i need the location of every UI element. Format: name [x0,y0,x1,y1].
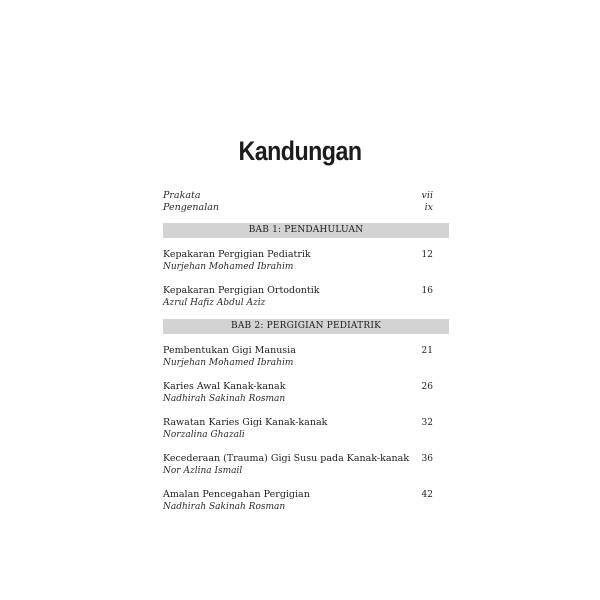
toc-entry [163,453,433,477]
chapter-author: Nadhirah Sakinah Rosman [163,394,286,404]
front-matter-page: ix [424,202,433,213]
chapter-author: Nurjehan Mohamed Ibrahim [163,358,294,368]
toc-entry [163,285,433,309]
toc-entry [163,249,433,273]
chapter-page-number: 21 [421,346,433,356]
chapter-title: Rawatan Karies Gigi Kanak-kanak [163,417,328,428]
chapter-title: Kecederaan (Trauma) Gigi Susu pada Kanak-kanak [163,453,410,464]
chapter-author: Nadhirah Sakinah Rosman [163,502,286,512]
chapter-author: Azrul Hafiz Abdul Aziz [163,298,266,308]
chapter-title: Amalan Pencegahan Pergigian [163,489,310,500]
chapter-page-number: 32 [421,418,433,428]
section-heading-bab-1: BAB 1: PENDAHULUAN [163,223,449,238]
chapter-title: Karies Awal Kanak-kanak [163,381,286,392]
chapter-page-number: 16 [421,286,433,296]
toc-entry [163,417,433,441]
section-heading-bab-2: BAB 2: PERGIGIAN PEDIATRIK [163,319,449,334]
chapter-title: Kepakaran Pergigian Ortodontik [163,285,320,296]
chapter-author: Norzalina Ghazali [163,430,245,440]
chapter-title: Pembentukan Gigi Manusia [163,345,296,356]
chapter-title: Kepakaran Pergigian Pediatrik [163,249,311,260]
chapter-page-number: 36 [421,454,433,464]
chapter-author: Nor Azlina Ismail [163,466,243,476]
chapter-page-number: 42 [421,490,433,500]
toc-entry [163,345,433,369]
page-title: Kandungan [238,136,362,166]
front-matter-label: Prakata [163,190,201,201]
chapter-author: Nurjehan Mohamed Ibrahim [163,262,294,272]
chapter-page-number: 12 [421,250,433,260]
front-matter-item-preface [163,190,433,201]
front-matter-item-introduction [163,202,433,213]
front-matter-label: Pengenalan [163,202,220,213]
toc-entry [163,489,433,513]
front-matter-page: vii [421,190,433,201]
toc-entry [163,381,433,405]
chapter-page-number: 26 [421,382,433,392]
